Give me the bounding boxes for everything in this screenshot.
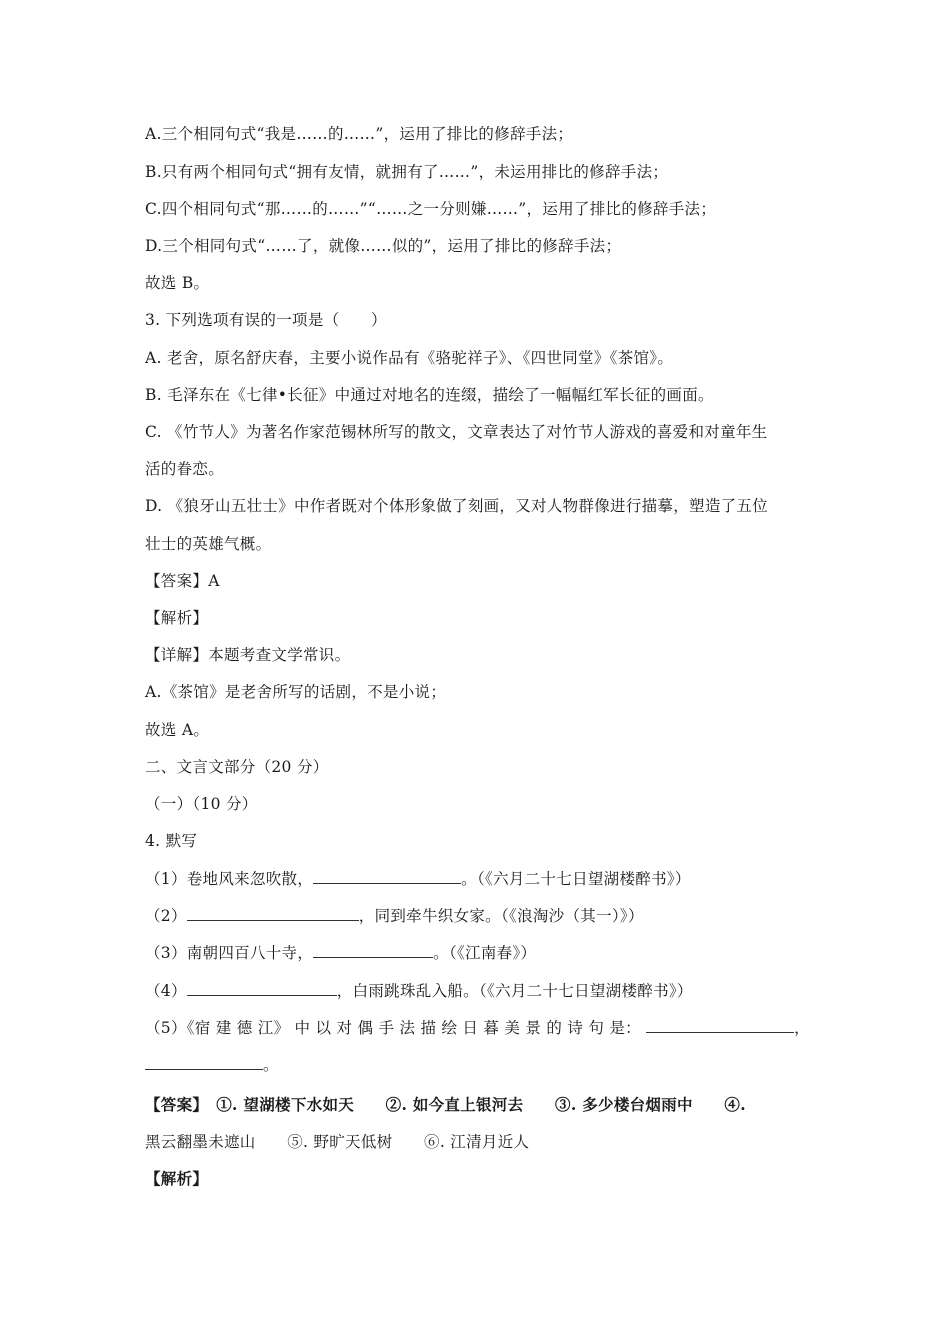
question-4: 4. 默写: [145, 832, 198, 850]
fill-blank: [313, 869, 461, 884]
char: 诗: [567, 1019, 584, 1037]
analysis-label: 【解析】: [145, 609, 209, 627]
fill-item-text: （2）: [145, 907, 187, 925]
fill-item-text: 。（《六月二十七日望湖楼醉书》）: [461, 870, 691, 888]
fill-item-4: [145, 981, 693, 1001]
section-heading: 二、文言文部分（20 分）: [145, 758, 329, 776]
char: 偶: [357, 1019, 374, 1037]
char: 暮: [483, 1019, 500, 1037]
char: （5）《宿: [145, 1019, 211, 1037]
fill-item-text: （1）卷地风来忽吹散，: [145, 870, 314, 888]
question-3: 3. 下列选项有误的一项是（ ）: [145, 311, 387, 329]
fill-item-text: 。: [263, 1056, 279, 1074]
char: 美: [504, 1019, 521, 1037]
fill-blank: [187, 981, 337, 996]
fill-item-5-cont: [145, 1055, 279, 1075]
text-line: B.只有两个相同句式“拥有友情，就拥有了……”，未运用排比的修辞手法；: [145, 163, 669, 181]
fill-item-text: （4）: [145, 982, 187, 1000]
char: 建: [215, 1019, 232, 1037]
text-line: A.《茶馆》是老舍所写的话剧，不是小说；: [145, 683, 447, 701]
char: 法: [399, 1019, 416, 1037]
text-line: D.三个相同句式“……了，就像……似的”，运用了排比的修辞手法；: [145, 237, 622, 255]
char: 是：: [609, 1019, 641, 1037]
answer-line-cont: 黑云翻墨未遮山 ⑤. 野旷天低树 ⑥. 江清月近人: [145, 1133, 530, 1151]
option-c-cont: 活的眷恋。: [145, 460, 225, 478]
fill-item-text: 。（《江南春》）: [433, 944, 537, 962]
fill-blank-group: [646, 1018, 810, 1038]
analysis-label: 【解析】: [145, 1169, 209, 1188]
fill-item-text: ，: [794, 1019, 810, 1037]
char: 德: [236, 1019, 253, 1037]
fill-item-5: [145, 1018, 810, 1038]
fill-item-text: （3）南朝四百八十寺，: [145, 944, 314, 962]
fill-item-1: [145, 869, 691, 889]
fill-blank: [145, 1055, 263, 1070]
text-line: C.四个相同句式“那……的……”“……之一分则嫌……”，运用了排比的修辞手法；: [145, 200, 717, 218]
answer-label: 【答案】A: [145, 572, 220, 590]
char: 江》: [257, 1019, 290, 1037]
subsection-heading: （一）（10 分）: [145, 795, 258, 813]
option-d-cont: 壮士的英雄气概。: [145, 535, 272, 553]
char: 绘: [441, 1019, 458, 1037]
fill-item-text: ，白雨跳珠乱入船。（《六月二十七日望湖楼醉书》）: [336, 982, 693, 1000]
detail-label: 【详解】本题考查文学常识。: [145, 646, 351, 664]
text-line: 故选 B。: [145, 274, 210, 292]
char: 日: [462, 1019, 479, 1037]
char: 中: [294, 1019, 311, 1037]
char: 句: [588, 1019, 605, 1037]
text-line: 故选 A。: [145, 721, 210, 739]
char: 描: [420, 1019, 437, 1037]
char: 对: [336, 1019, 353, 1037]
option-a: A. 老舍，原名舒庆春，主要小说作品有《骆驼祥子》、《四世同堂》《茶馆》。: [145, 349, 674, 367]
char: 的: [546, 1019, 563, 1037]
char: 景: [525, 1019, 542, 1037]
answer-line: 【答案】 ①. 望湖楼下水如天 ②. 如今直上银河去 ③. 多少楼台烟雨中 ④.: [145, 1095, 746, 1114]
option-b: B. 毛泽东在《七律•长征》中通过对地名的连缀，描绘了一幅幅红军长征的画面。: [145, 386, 714, 404]
fill-item-2: [145, 906, 644, 926]
fill-item-text: ，同到牵牛织女家。（《浪淘沙（其一）》）: [358, 907, 644, 925]
text-line: A.三个相同句式“我是……的……”，运用了排比的修辞手法；: [145, 125, 574, 143]
fill-blank: [313, 943, 433, 958]
char: 手: [378, 1019, 395, 1037]
fill-blank: [646, 1018, 794, 1033]
fill-item-3: [145, 943, 536, 963]
option-c: C. 《竹节人》为著名作家范锡林所写的散文，文章表达了对竹节人游戏的喜爱和对童年生: [145, 423, 768, 441]
option-d: D. 《狼牙山五壮士》中作者既对个体形象做了刻画，又对人物群像进行描摹，塑造了五位: [145, 497, 769, 515]
fill-blank: [187, 906, 359, 921]
char: 以: [315, 1019, 332, 1037]
